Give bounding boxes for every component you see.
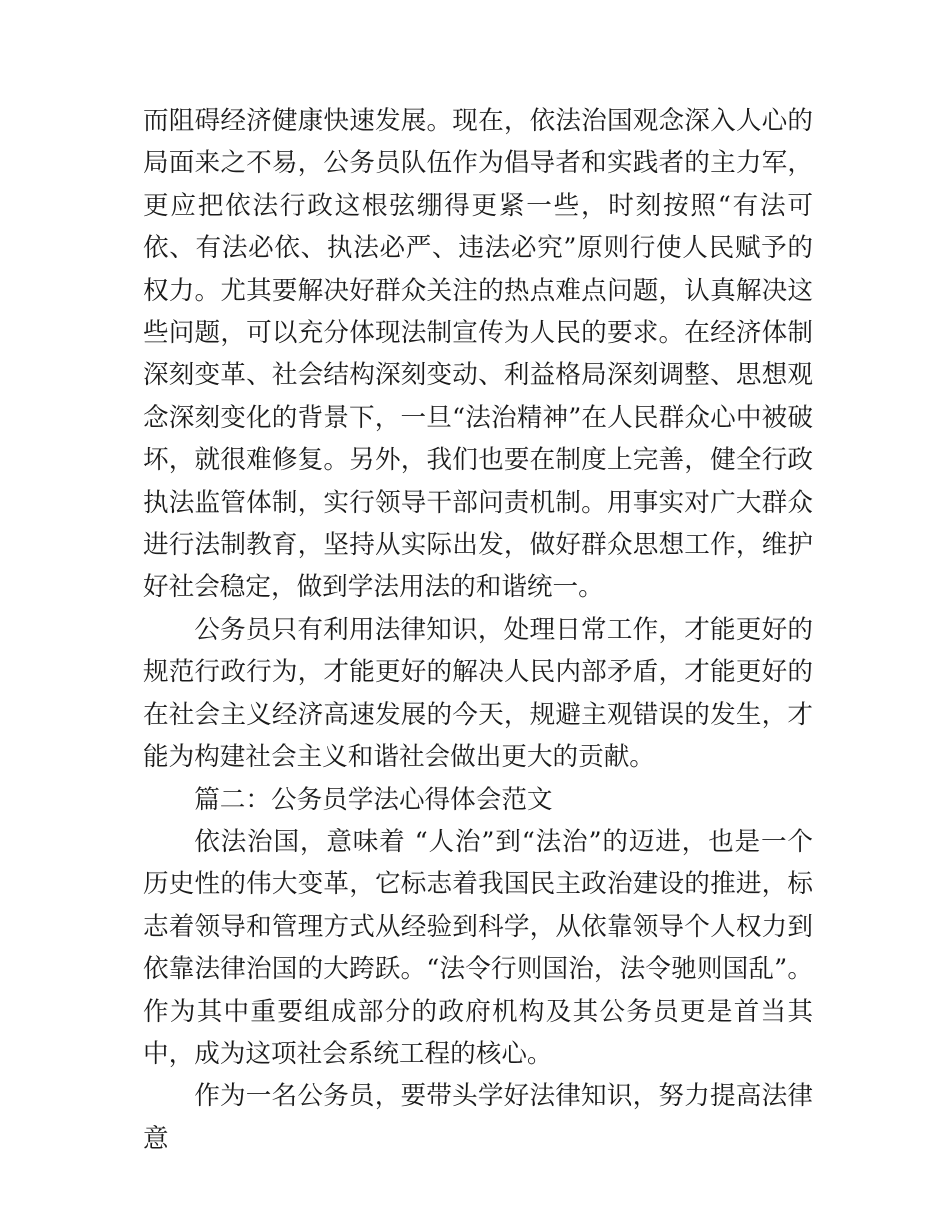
section-heading: 篇二：公务员学法心得体会范文: [194, 784, 553, 815]
paragraph-continued: 而阻碍经济健康快速发展。现在，依法治国观念深入人心的局面来之不易，公务员队伍作为倡导者和实践者的主力军，更应把依法行政这根弦绷得更紧一些，时刻按照“有法可依、有法必依、执法必严、违法必究”原则行使人民赋予的权力。尤其要解决好群众关注的热点难点问题，认真解决这些问题，可以充分体现法制宣传为人民的要求。在经济体制深刻变革、社会结构深刻变动、利益格局深刻调整、思想观念深刻变化的背景下，一旦“法治精神”在人民群众心中被破坏，就很难修复。另外，我们也要在制度上完善，健全行政执法监管体制，实行领导干部问责机制。用事实对广大群众进行法制教育，坚持从实际出发，做好群众思想工作，维护好社会稳定，做到学法用法的和谐统一。: [143, 106, 813, 603]
paragraph-rule-of-law: 依法治国，意味着 “人治”到“法治”的迈进，也是一个历史性的伟大变革，它标志着我国民主政治建设的推进，标志着领导和管理方式从经验到科学，从依靠领导个人权力到依靠法律治国的大跨跃。“法令行则国治，法令驰则国乱”。作为其中重要组成部分的政府机构及其公务员更是首当其中，成为这项社会系统工程的核心。: [143, 826, 813, 1069]
paragraph-civil-servant-law: 公务员只有利用法律知识，处理日常工作，才能更好的规范行政行为，才能更好的解决人民内部矛盾，才能更好的在社会主义经济高速发展的今天，规避主观错误的发生，才能为构建社会主义和谐社会做出更大的贡献。: [143, 614, 813, 773]
paragraph-as-civil-servant: 作为一名公务员，要带头学好法律知识，努力提高法律意: [143, 1081, 813, 1154]
document-body: [143, 100, 813, 1160]
